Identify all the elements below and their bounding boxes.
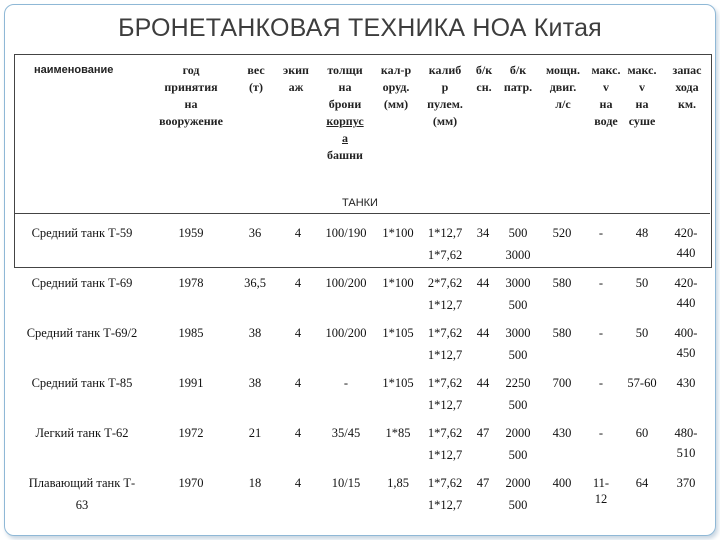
header-power: мощн. двиг. л/с	[545, 63, 581, 111]
row-4-mg: 1*7,62	[427, 376, 463, 390]
row-5-crew: 4	[294, 426, 302, 440]
row-5-gun: 1*85	[385, 426, 411, 440]
row-6-range: 370	[676, 476, 696, 490]
row-6-rounds-gun: 47	[476, 476, 490, 490]
row-3-gun: 1*105	[382, 326, 414, 340]
row-2-rounds-gun: 44	[476, 276, 490, 290]
row-3-range-2: 450	[676, 346, 696, 360]
row-2-range: 420-	[674, 276, 698, 290]
row-6-name: Плавающий танк Т-	[28, 476, 136, 490]
row-6-crew: 4	[294, 476, 302, 490]
row-2-gun: 1*100	[382, 276, 414, 290]
row-3-range: 400-	[674, 326, 698, 340]
row-5-mg-2: 1*12,7	[427, 448, 463, 462]
header-speed-water: макс. v на воде	[591, 63, 621, 128]
row-6-power: 400	[552, 476, 572, 490]
row-1-range-2: 440	[676, 246, 696, 260]
row-5-weight: 21	[248, 426, 262, 440]
row-5-speed-water: -	[598, 426, 604, 440]
row-6-speed-water: 11-	[592, 476, 610, 490]
row-4-gun: 1*105	[382, 376, 414, 390]
row-5-power: 430	[552, 426, 572, 440]
row-1-gun: 1*100	[382, 226, 414, 240]
row-3-mg-2: 1*12,7	[427, 348, 463, 362]
row-3-weight: 38	[248, 326, 262, 340]
row-1-power: 520	[552, 226, 572, 240]
row-4-year: 1991	[178, 376, 204, 390]
row-1-crew: 4	[294, 226, 302, 240]
row-4-speed-land: 57-60	[627, 376, 657, 390]
row-5-range: 480-	[674, 426, 698, 440]
row-4-power: 700	[552, 376, 572, 390]
row-4-rounds-mg-2: 500	[508, 398, 528, 412]
row-6-speed-water-2: 12	[594, 492, 608, 506]
row-5-mg: 1*7,62	[427, 426, 463, 440]
row-3-armor: 100/200	[325, 326, 367, 340]
header-armor: толщи на брони корпус а башни	[326, 63, 364, 162]
row-2-armor: 100/200	[325, 276, 367, 290]
row-6-weight: 18	[248, 476, 262, 490]
row-6-speed-land: 64	[635, 476, 649, 490]
row-6-year: 1970	[178, 476, 204, 490]
row-1-rounds-gun: 34	[476, 226, 490, 240]
header-crew: экип аж	[283, 63, 309, 94]
row-2-rounds-mg-2: 500	[508, 298, 528, 312]
row-1-rounds-mg: 500	[508, 226, 528, 240]
section-divider	[15, 213, 710, 214]
row-1-speed-water: -	[598, 226, 604, 240]
row-1-rounds-mg-2: 3000	[505, 248, 531, 262]
row-3-year: 1985	[178, 326, 204, 340]
row-3-power: 580	[552, 326, 572, 340]
row-5-speed-land: 60	[635, 426, 649, 440]
row-1-mg: 1*12,7	[427, 226, 463, 240]
row-2-weight: 36,5	[244, 276, 266, 290]
row-5-year: 1972	[178, 426, 204, 440]
row-3-crew: 4	[294, 326, 302, 340]
row-6-mg: 1*7,62	[427, 476, 463, 490]
row-3-speed-land: 50	[635, 326, 649, 340]
row-4-name: Средний танк Т-85	[31, 376, 133, 390]
row-4-weight: 38	[248, 376, 262, 390]
row-5-rounds-mg-2: 500	[508, 448, 528, 462]
row-2-speed-land: 50	[635, 276, 649, 290]
row-3-rounds-mg-2: 500	[508, 348, 528, 362]
row-1-armor: 100/190	[325, 226, 367, 240]
section-title: ТАНКИ	[342, 197, 378, 209]
row-2-speed-water: -	[598, 276, 604, 290]
header-range: запас хода км.	[672, 63, 702, 111]
row-3-speed-water: -	[598, 326, 604, 340]
row-5-range-2: 510	[676, 446, 696, 460]
header-gun: кал-р оруд. (мм)	[380, 63, 412, 111]
row-5-armor: 35/45	[331, 426, 361, 440]
row-2-year: 1978	[178, 276, 204, 290]
row-1-range: 420-	[674, 226, 698, 240]
row-3-rounds-gun: 44	[476, 326, 490, 340]
row-6-rounds-mg: 2000	[505, 476, 531, 490]
row-1-weight: 36	[248, 226, 262, 240]
header-year: год принятия на вооружение	[159, 63, 223, 128]
row-6-name-2: 63	[75, 498, 89, 512]
header-name: наименование	[34, 64, 114, 76]
row-6-gun: 1,85	[387, 476, 409, 490]
row-5-rounds-mg: 2000	[505, 426, 531, 440]
header-rounds-gun: б/к сн.	[475, 63, 493, 94]
row-3-mg: 1*7,62	[427, 326, 463, 340]
row-3-rounds-mg: 3000	[505, 326, 531, 340]
row-4-range: 430	[676, 376, 696, 390]
page-title: БРОНЕТАНКОВАЯ ТЕХНИКА НОА Китая	[118, 14, 602, 42]
header-mg: калиб р пулем. (мм)	[427, 63, 463, 128]
row-6-armor: 10/15	[331, 476, 361, 490]
row-6-rounds-mg-2: 500	[508, 498, 528, 512]
row-2-range-2: 440	[676, 296, 696, 310]
row-5-name: Легкий танк Т-62	[35, 426, 129, 440]
row-5-rounds-gun: 47	[476, 426, 490, 440]
row-2-power: 580	[552, 276, 572, 290]
row-3-name: Средний танк Т-69/2	[26, 326, 138, 340]
row-4-rounds-gun: 44	[476, 376, 490, 390]
row-1-mg-2: 1*7,62	[427, 248, 463, 262]
row-1-year: 1959	[178, 226, 204, 240]
row-2-mg: 2*7,62	[427, 276, 463, 290]
row-4-armor: -	[343, 376, 349, 390]
row-4-crew: 4	[294, 376, 302, 390]
row-1-speed-land: 48	[635, 226, 649, 240]
header-speed-land: макс. v на суше	[627, 63, 657, 128]
row-4-mg-2: 1*12,7	[427, 398, 463, 412]
row-2-name: Средний танк Т-69	[31, 276, 133, 290]
row-2-rounds-mg: 3000	[505, 276, 531, 290]
row-6-mg-2: 1*12,7	[427, 498, 463, 512]
row-2-mg-2: 1*12,7	[427, 298, 463, 312]
header-rounds-mg: б/к патр.	[503, 63, 533, 94]
header-weight: вес (т)	[247, 63, 265, 94]
row-1-name: Средний танк Т-59	[31, 226, 133, 240]
row-2-crew: 4	[294, 276, 302, 290]
row-4-speed-water: -	[598, 376, 604, 390]
row-4-rounds-mg: 2250	[505, 376, 531, 390]
